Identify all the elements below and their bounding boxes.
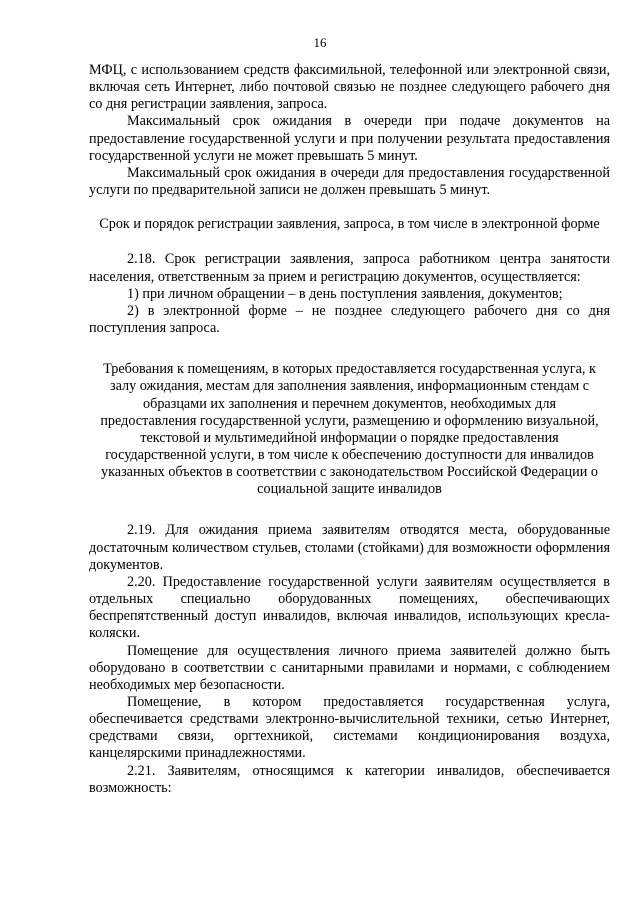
paragraph-2-18-item-2: 2) в электронной форме – не позднее следующего рабочего дня со дня поступления запроса.: [89, 302, 610, 337]
section-registration: [89, 251, 610, 337]
paragraph-room-equipment: Помещение, в котором предоставляется государственная услуга, обеспечивается средствами электронно-вычислительной техники, сетью Интернет, средствами связи, оргтехникой, системами кондиционирования воздуха, канцелярскими принадлежностями.: [89, 694, 610, 762]
paragraph-2-19: 2.19. Для ожидания приема заявителям отводятся места, оборудованные достаточным количеством стульев, столами (стойками) для возможности оформления документов.: [89, 522, 610, 573]
paragraph-2-20: 2.20. Предоставление государственной услуги заявителям осуществляется в отдельных специально оборудованных помещениях, обеспечивающих беспрепятственный доступ инвалидов, включая инвалидов, использующих кресла-коляски.: [89, 573, 610, 642]
section-premises: [89, 522, 610, 797]
paragraph-max-wait-submission: Максимальный срок ожидания в очереди при подаче документов на предоставление государственной услуги и при получении результата предоставления государственной услуги не может превышать 5 минут.: [89, 113, 610, 164]
page-number: 16: [313, 35, 327, 50]
section-intro: [89, 62, 610, 199]
paragraph-max-wait-appointment: Максимальный срок ожидания в очереди для предоставления государственной услуги по предварительной записи не должен превышать 5 минут.: [89, 164, 610, 199]
document-body: [89, 62, 610, 797]
paragraph-2-18-item-1: 1) при личном обращении – в день поступления заявления, документов;: [127, 285, 563, 302]
section-heading-registration: Срок и порядок регистрации заявления, запроса, в том числе в электронной форме: [99, 216, 600, 233]
section-heading-premises: Требования к помещениям, в которых предоставляется государственная услуга, к залу ожидания, местам для заполнения заявления, информационным стендам с образцами их заполнения и перечнем документов, необходимых для предоставления государственной услуги, размещению и оформлению визуальной, текстовой и мультимедийной информации о порядке предоставления государственной услуги, в том числе к обеспечению доступности для инвалидов указанных объектов в соответствии с законодательством Российской Федерации о социальной защите инвалидов: [100, 361, 599, 498]
paragraph-2-18: 2.18. Срок регистрации заявления, запроса работником центра занятости населения, ответственным за прием и регистрацию документов, осуществляется:: [89, 251, 610, 285]
paragraph-2-21: 2.21. Заявителям, относящимся к категории инвалидов, обеспечивается возможность:: [89, 762, 610, 796]
paragraph-mfc-delivery: МФЦ, с использованием средств факсимильной, телефонной или электронной связи, включая сеть Интернет, либо почтовой связью не позднее следующего рабочего дня со дня регистрации заявления, запроса.: [89, 62, 610, 113]
paragraph-reception-room: Помещение для осуществления личного приема заявителей должно быть оборудовано в соответствии с санитарными правилами и нормами, с соблюдением необходимых мер безопасности.: [89, 642, 610, 693]
